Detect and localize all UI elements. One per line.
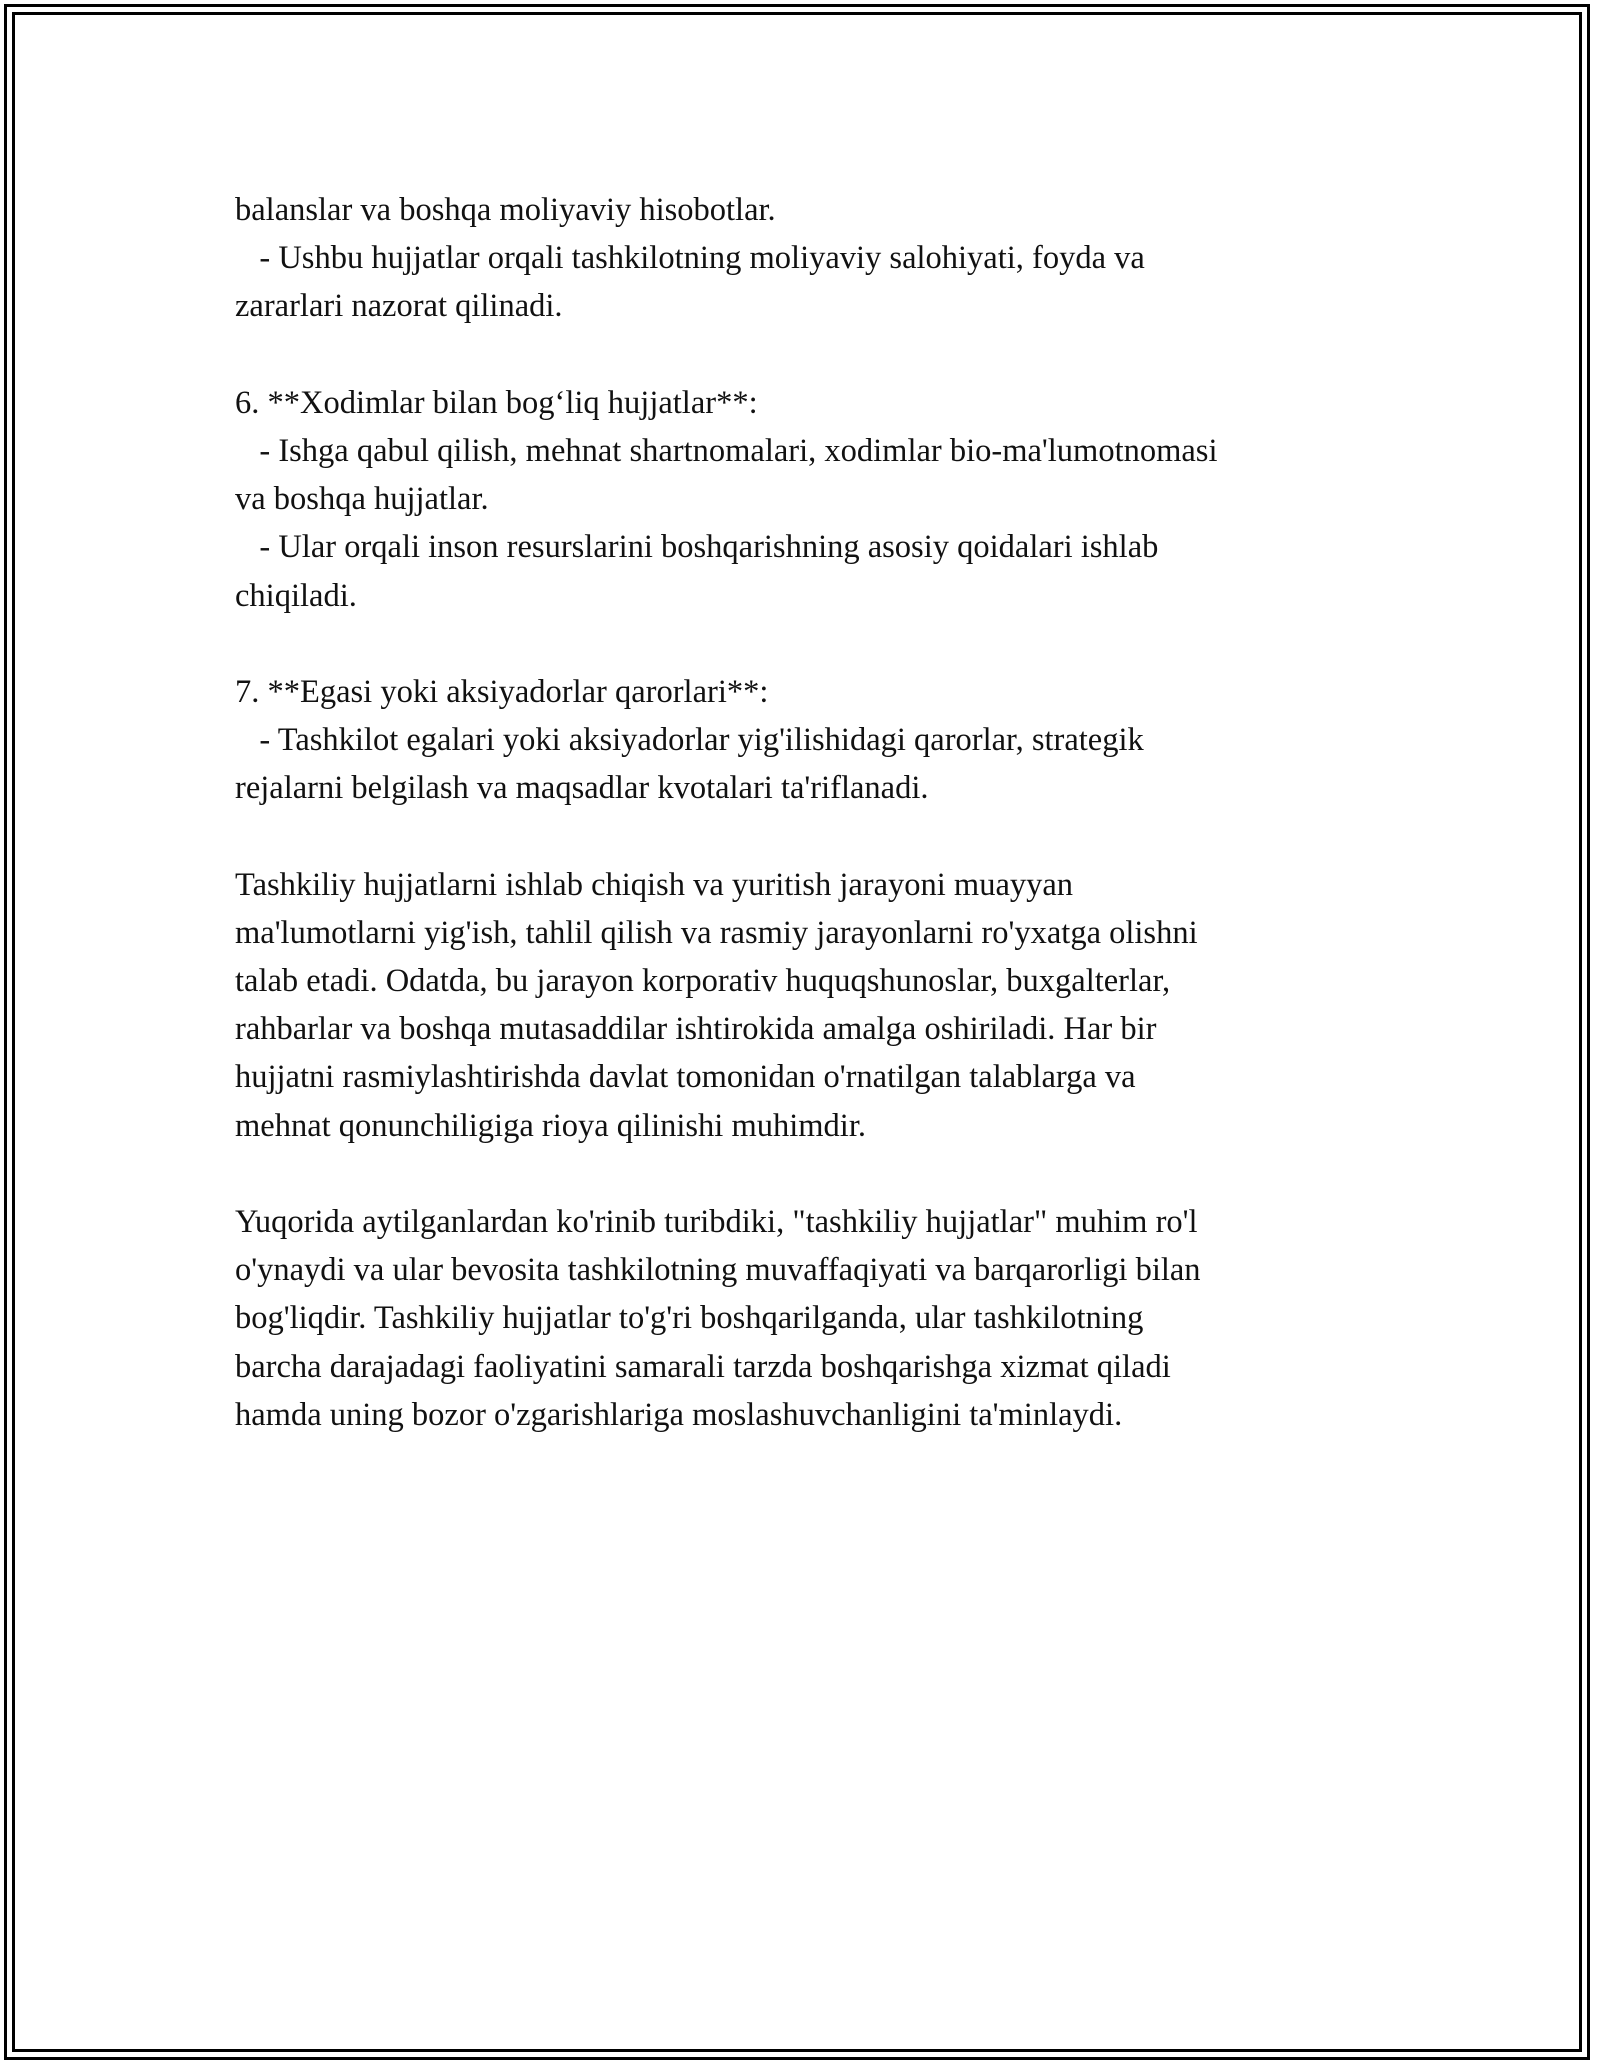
text-line: va boshqa hujjatlar. [235, 481, 489, 518]
text-line: chiqiladi. [235, 577, 357, 614]
text-line: ma'lumotlarni yig'ish, tahlil qilish va rasmiy jarayonlarni ro'yxatga olishni [235, 914, 1198, 951]
text-line: - Tashkilot egalari yoki aksiyadorlar yig'ilishidagi qarorlar, strategik [235, 722, 1144, 759]
text-line: zararlari nazorat qilinadi. [235, 288, 563, 325]
paragraph-gap [235, 812, 1365, 860]
text-line: Yuqorida aytilganlardan ko'rinib turibdiki, "tashkiliy hujjatlar" muhim ro'l [235, 1203, 1198, 1240]
text-line: - Ishga qabul qilish, mehnat shartnomalari, xodimlar bio-ma'lumotnomasi [235, 432, 1218, 469]
text-line: o'ynaydi va ular bevosita tashkilotning muvaffaqiyati va barqarorligi bilan [235, 1252, 1201, 1289]
text-line: hamda uning bozor o'zgarishlariga moslashuvchanligini ta'minlaydi. [235, 1396, 1123, 1433]
text-line: balanslar va boshqa moliyaviy hisobotlar. [235, 192, 776, 228]
section-heading-6: 6. **Xodimlar bilan bog‘liq hujjatlar**: [235, 384, 758, 421]
text-line: talab etadi. Odatda, bu jarayon korporativ huquqshunoslar, buxgalterlar, [235, 963, 1171, 999]
text-line: rahbarlar va boshqa mutasaddilar ishtirokida amalga oshiriladi. Har bir [235, 1011, 1157, 1048]
text-line: rejalarni belgilash va maqsadlar kvotalari ta'riflanadi. [235, 770, 929, 807]
text-line: - Ular orqali inson resurslarini boshqarishning asosiy qoidalari ishlab [235, 529, 1159, 566]
paragraph-gap [235, 620, 1365, 668]
paragraph-gap [235, 1150, 1365, 1198]
text-line: bog'liqdir. Tashkiliy hujjatlar to'g'ri boshqarilganda, ular tashkilotning [235, 1300, 1144, 1337]
text-line: barcha darajadagi faoliyatini samarali tarzda boshqarishga xizmat qiladi [235, 1348, 1171, 1385]
section-heading-7: 7. **Egasi yoki aksiyadorlar qarorlari**: [235, 673, 769, 710]
paragraph-gap [235, 331, 1365, 379]
text-line: Tashkiliy hujjatlarni ishlab chiqish va yuritish jarayoni muayyan [235, 866, 1074, 903]
text-line: hujjatni rasmiylashtirishda davlat tomonidan o'rnatilgan talablarga va [235, 1059, 1136, 1096]
text-line: - Ushbu hujjatlar orqali tashkilotning moliyaviy salohiyati, foyda va [235, 240, 1145, 277]
text-line: mehnat qonunchiligiga rioya qilinishi muhimdir. [235, 1107, 866, 1144]
document-body [235, 186, 1365, 1439]
